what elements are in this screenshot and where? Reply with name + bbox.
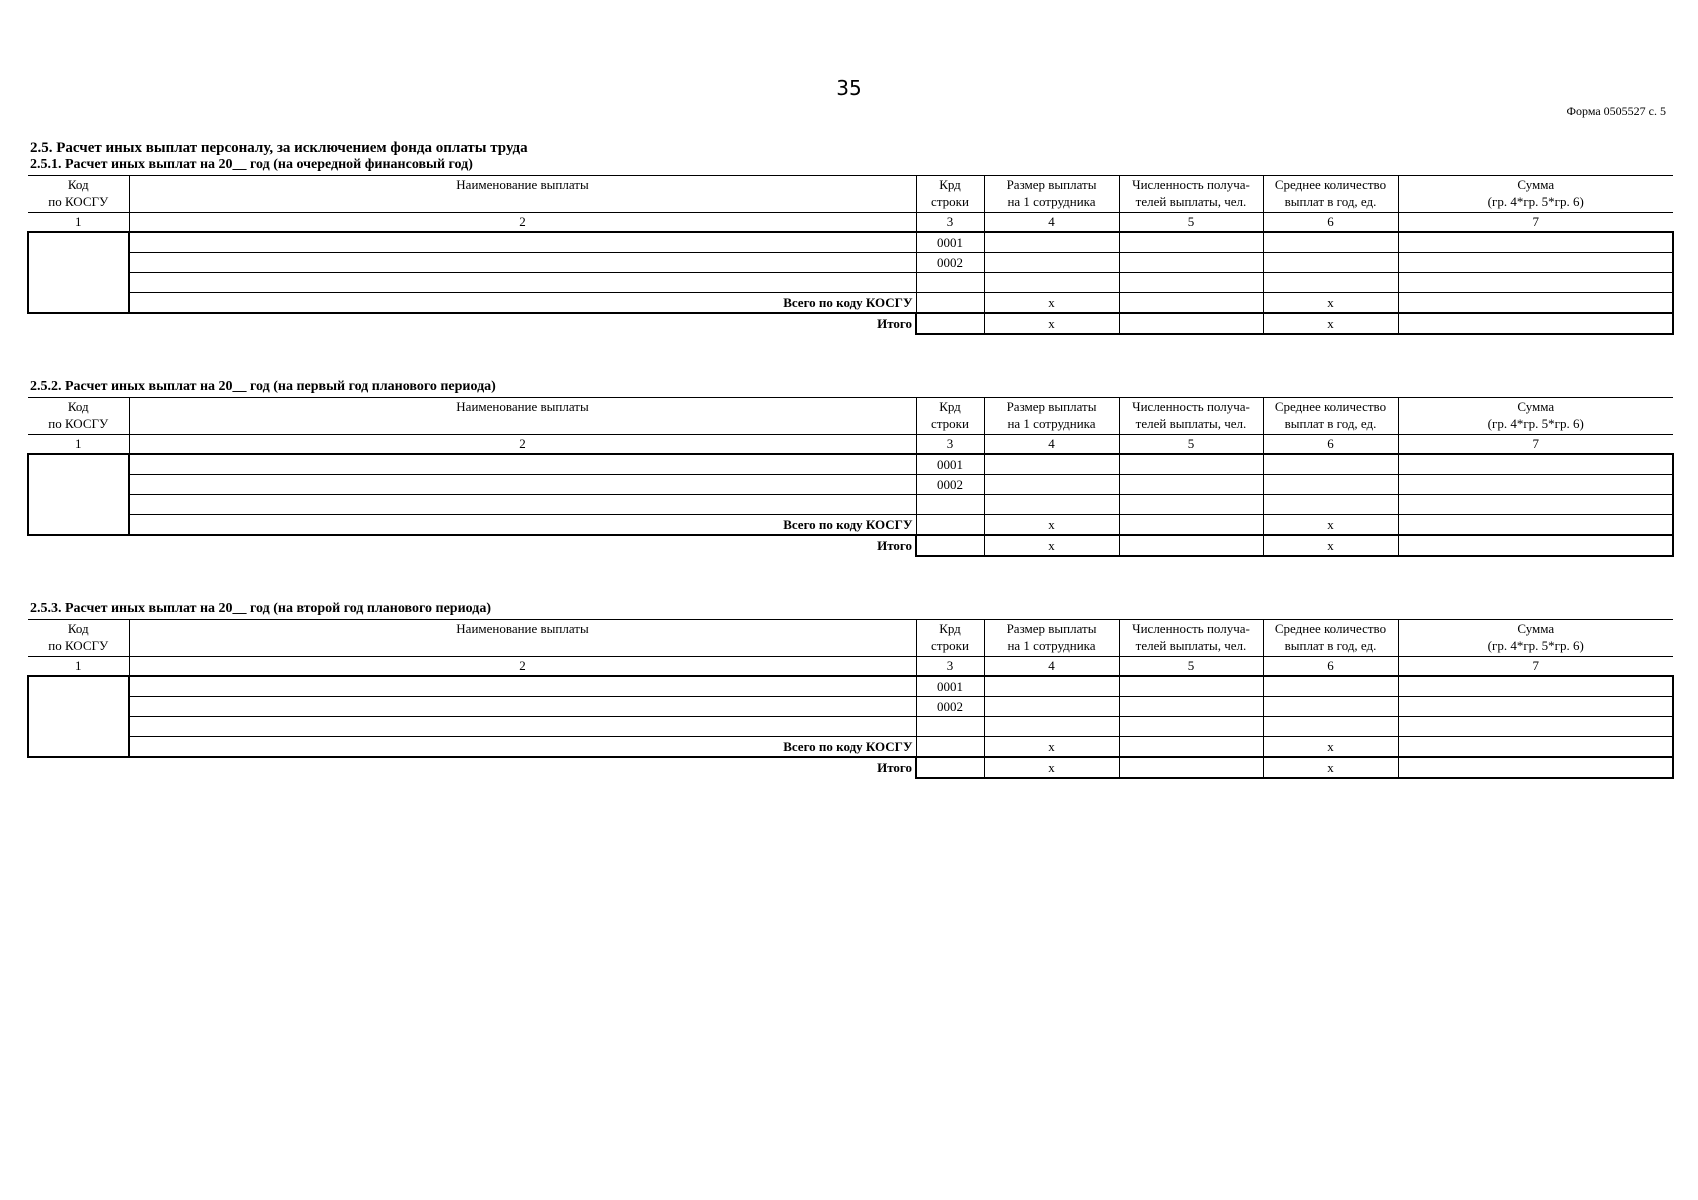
payment-name-cell[interactable] bbox=[129, 232, 916, 253]
payment-size-cell[interactable] bbox=[984, 697, 1119, 717]
column-number: 2 bbox=[129, 213, 916, 233]
x-mark: x bbox=[1263, 313, 1398, 334]
itogo-label: Итого bbox=[877, 316, 912, 331]
column-number: 5 bbox=[1119, 657, 1263, 677]
row-code-cell bbox=[916, 535, 984, 556]
column-number: 2 bbox=[129, 657, 916, 677]
form-section bbox=[27, 155, 1672, 335]
row-code-cell bbox=[916, 515, 984, 536]
recipients-cell[interactable] bbox=[1119, 697, 1263, 717]
payment-size-cell[interactable] bbox=[984, 454, 1119, 475]
sum-cell[interactable] bbox=[1398, 737, 1673, 758]
header-kosgu: Код по КОСГУ bbox=[28, 398, 129, 435]
payment-size-cell[interactable] bbox=[984, 475, 1119, 495]
header-sum: Сумма (гр. 4*гр. 5*гр. 6) bbox=[1398, 176, 1673, 213]
x-mark: x bbox=[984, 313, 1119, 334]
table-row bbox=[28, 717, 1673, 737]
recipients-cell[interactable] bbox=[1119, 454, 1263, 475]
row-code-cell: 0002 bbox=[916, 475, 984, 495]
header-recipients-count: Численность получа- телей выплаты, чел. bbox=[1119, 176, 1263, 213]
table-row bbox=[28, 253, 1673, 273]
column-number-row bbox=[28, 213, 1673, 233]
row-code-cell: 0001 bbox=[916, 676, 984, 697]
x-mark: x bbox=[1263, 293, 1398, 314]
payment-size-cell[interactable] bbox=[984, 232, 1119, 253]
table-header-row bbox=[28, 176, 1673, 213]
column-number: 7 bbox=[1398, 657, 1673, 677]
x-mark: x bbox=[1263, 535, 1398, 556]
payment-name-cell[interactable] bbox=[129, 676, 916, 697]
form-label: Форма 0505527 с. 5 bbox=[1566, 104, 1666, 118]
column-number: 3 bbox=[916, 657, 984, 677]
row-code-cell bbox=[916, 717, 984, 737]
itogo-label: Итого bbox=[877, 538, 912, 553]
kosgu-total-row bbox=[28, 293, 1673, 314]
header-payment-name: Наименование выплаты bbox=[129, 398, 916, 435]
header-sum: Сумма (гр. 4*гр. 5*гр. 6) bbox=[1398, 620, 1673, 657]
recipients-cell[interactable] bbox=[1119, 253, 1263, 273]
column-number: 1 bbox=[75, 436, 82, 451]
recipients-cell[interactable] bbox=[1119, 293, 1263, 314]
header-recipients-count: Численность получа- телей выплаты, чел. bbox=[1119, 620, 1263, 657]
recipients-cell[interactable] bbox=[1119, 515, 1263, 536]
row-code-cell bbox=[916, 495, 984, 515]
sum-cell[interactable] bbox=[1398, 293, 1673, 314]
kosgu-cell[interactable] bbox=[28, 454, 129, 535]
kosgu-cell[interactable] bbox=[28, 232, 129, 313]
table-header-row bbox=[28, 620, 1673, 657]
column-number: 4 bbox=[984, 435, 1119, 455]
x-mark: x bbox=[984, 293, 1119, 314]
recipients-cell[interactable] bbox=[1119, 535, 1263, 556]
table-row bbox=[28, 697, 1673, 717]
itogo-row bbox=[28, 535, 1673, 556]
header-payment-size: Размер выплаты на 1 сотрудника bbox=[984, 620, 1119, 657]
table-row bbox=[28, 495, 1673, 515]
header-recipients-count: Численность получа- телей выплаты, чел. bbox=[1119, 398, 1263, 435]
column-number: 1 bbox=[75, 658, 82, 673]
row-code-cell: 0001 bbox=[916, 454, 984, 475]
table-row bbox=[28, 676, 1673, 697]
header-kosgu: Код по КОСГУ bbox=[28, 176, 129, 213]
x-mark: x bbox=[1263, 757, 1398, 778]
header-avg-payments: Среднее количество выплат в год, ед. bbox=[1263, 620, 1398, 657]
column-number: 7 bbox=[1398, 435, 1673, 455]
column-number: 6 bbox=[1263, 213, 1398, 233]
column-number: 5 bbox=[1119, 213, 1263, 233]
payment-name-cell[interactable] bbox=[129, 495, 916, 515]
avg-payments-cell[interactable] bbox=[1263, 697, 1398, 717]
row-code-cell bbox=[916, 313, 984, 334]
payments-table bbox=[27, 175, 1674, 335]
sum-cell[interactable] bbox=[1398, 757, 1673, 778]
main-title: 2.5. Расчет иных выплат персоналу, за исключением фонда оплаты труда bbox=[30, 140, 528, 156]
column-number: 2 bbox=[129, 435, 916, 455]
page-number: 35 bbox=[836, 76, 862, 100]
column-number: 6 bbox=[1263, 657, 1398, 677]
recipients-cell[interactable] bbox=[1119, 737, 1263, 758]
sum-cell[interactable] bbox=[1398, 697, 1673, 717]
sum-cell[interactable] bbox=[1398, 475, 1673, 495]
column-number: 3 bbox=[916, 435, 984, 455]
itogo-row bbox=[28, 757, 1673, 778]
sum-cell[interactable] bbox=[1398, 495, 1673, 515]
recipients-cell[interactable] bbox=[1119, 313, 1263, 334]
kosgu-total-label: Всего по коду КОСГУ bbox=[129, 293, 916, 314]
kosgu-total-row bbox=[28, 737, 1673, 758]
column-number-row bbox=[28, 657, 1673, 677]
avg-payments-cell[interactable] bbox=[1263, 676, 1398, 697]
table-row bbox=[28, 454, 1673, 475]
recipients-cell[interactable] bbox=[1119, 273, 1263, 293]
payment-name-cell[interactable] bbox=[129, 273, 916, 293]
sum-cell[interactable] bbox=[1398, 273, 1673, 293]
sum-cell[interactable] bbox=[1398, 717, 1673, 737]
table-header-row bbox=[28, 398, 1673, 435]
header-payment-name: Наименование выплаты bbox=[129, 176, 916, 213]
row-code-cell: 0002 bbox=[916, 253, 984, 273]
kosgu-total-label: Всего по коду КОСГУ bbox=[129, 515, 916, 536]
sum-cell[interactable] bbox=[1398, 454, 1673, 475]
header-avg-payments: Среднее количество выплат в год, ед. bbox=[1263, 398, 1398, 435]
sum-cell[interactable] bbox=[1398, 676, 1673, 697]
row-code-cell: 0002 bbox=[916, 697, 984, 717]
column-number: 7 bbox=[1398, 213, 1673, 233]
sum-cell[interactable] bbox=[1398, 313, 1673, 334]
payment-size-cell[interactable] bbox=[984, 273, 1119, 293]
recipients-cell[interactable] bbox=[1119, 757, 1263, 778]
section-title: 2.5.3. Расчет иных выплат на 20__ год (на второй год планового периода) bbox=[30, 601, 491, 616]
header-avg-payments: Среднее количество выплат в год, ед. bbox=[1263, 176, 1398, 213]
recipients-cell[interactable] bbox=[1119, 475, 1263, 495]
sum-cell[interactable] bbox=[1398, 515, 1673, 536]
itogo-label: Итого bbox=[877, 760, 912, 775]
header-row-code: Крд строки bbox=[916, 176, 984, 213]
payment-name-cell[interactable] bbox=[129, 475, 916, 495]
payment-name-cell[interactable] bbox=[129, 253, 916, 273]
payment-name-cell[interactable] bbox=[129, 697, 916, 717]
section-title: 2.5.2. Расчет иных выплат на 20__ год (на первый год планового периода) bbox=[30, 379, 496, 394]
column-number: 1 bbox=[75, 214, 82, 229]
avg-payments-cell[interactable] bbox=[1263, 475, 1398, 495]
payment-size-cell[interactable] bbox=[984, 495, 1119, 515]
form-section bbox=[27, 599, 1672, 779]
table-row bbox=[28, 273, 1673, 293]
section-title: 2.5.1. Расчет иных выплат на 20__ год (на очередной финансовый год) bbox=[30, 157, 473, 172]
avg-payments-cell[interactable] bbox=[1263, 232, 1398, 253]
itogo-row bbox=[28, 313, 1673, 334]
x-mark: x bbox=[1263, 515, 1398, 536]
kosgu-total-row bbox=[28, 515, 1673, 536]
payment-name-cell[interactable] bbox=[129, 717, 916, 737]
header-sum: Сумма (гр. 4*гр. 5*гр. 6) bbox=[1398, 398, 1673, 435]
payments-table bbox=[27, 619, 1674, 779]
x-mark: x bbox=[984, 535, 1119, 556]
kosgu-cell[interactable] bbox=[28, 676, 129, 757]
column-number: 3 bbox=[916, 213, 984, 233]
header-row-code: Крд строки bbox=[916, 620, 984, 657]
payment-size-cell[interactable] bbox=[984, 253, 1119, 273]
payment-size-cell[interactable] bbox=[984, 717, 1119, 737]
avg-payments-cell[interactable] bbox=[1263, 273, 1398, 293]
row-code-cell bbox=[916, 273, 984, 293]
payment-size-cell[interactable] bbox=[984, 676, 1119, 697]
x-mark: x bbox=[984, 737, 1119, 758]
x-mark: x bbox=[1263, 737, 1398, 758]
kosgu-total-label: Всего по коду КОСГУ bbox=[129, 737, 916, 758]
header-payment-size: Размер выплаты на 1 сотрудника bbox=[984, 398, 1119, 435]
recipients-cell[interactable] bbox=[1119, 495, 1263, 515]
column-number: 6 bbox=[1263, 435, 1398, 455]
payments-table bbox=[27, 397, 1674, 557]
row-code-cell bbox=[916, 757, 984, 778]
avg-payments-cell[interactable] bbox=[1263, 495, 1398, 515]
recipients-cell[interactable] bbox=[1119, 676, 1263, 697]
avg-payments-cell[interactable] bbox=[1263, 454, 1398, 475]
x-mark: x bbox=[984, 757, 1119, 778]
header-kosgu: Код по КОСГУ bbox=[28, 620, 129, 657]
row-code-cell bbox=[916, 737, 984, 758]
recipients-cell[interactable] bbox=[1119, 232, 1263, 253]
avg-payments-cell[interactable] bbox=[1263, 253, 1398, 273]
payment-name-cell[interactable] bbox=[129, 454, 916, 475]
row-code-cell bbox=[916, 293, 984, 314]
header-payment-name: Наименование выплаты bbox=[129, 620, 916, 657]
table-row bbox=[28, 232, 1673, 253]
sum-cell[interactable] bbox=[1398, 253, 1673, 273]
header-payment-size: Размер выплаты на 1 сотрудника bbox=[984, 176, 1119, 213]
column-number: 4 bbox=[984, 213, 1119, 233]
sum-cell[interactable] bbox=[1398, 232, 1673, 253]
form-section bbox=[27, 377, 1672, 557]
avg-payments-cell[interactable] bbox=[1263, 717, 1398, 737]
row-code-cell: 0001 bbox=[916, 232, 984, 253]
table-row bbox=[28, 475, 1673, 495]
header-row-code: Крд строки bbox=[916, 398, 984, 435]
recipients-cell[interactable] bbox=[1119, 717, 1263, 737]
sum-cell[interactable] bbox=[1398, 535, 1673, 556]
column-number: 5 bbox=[1119, 435, 1263, 455]
column-number-row bbox=[28, 435, 1673, 455]
x-mark: x bbox=[984, 515, 1119, 536]
column-number: 4 bbox=[984, 657, 1119, 677]
